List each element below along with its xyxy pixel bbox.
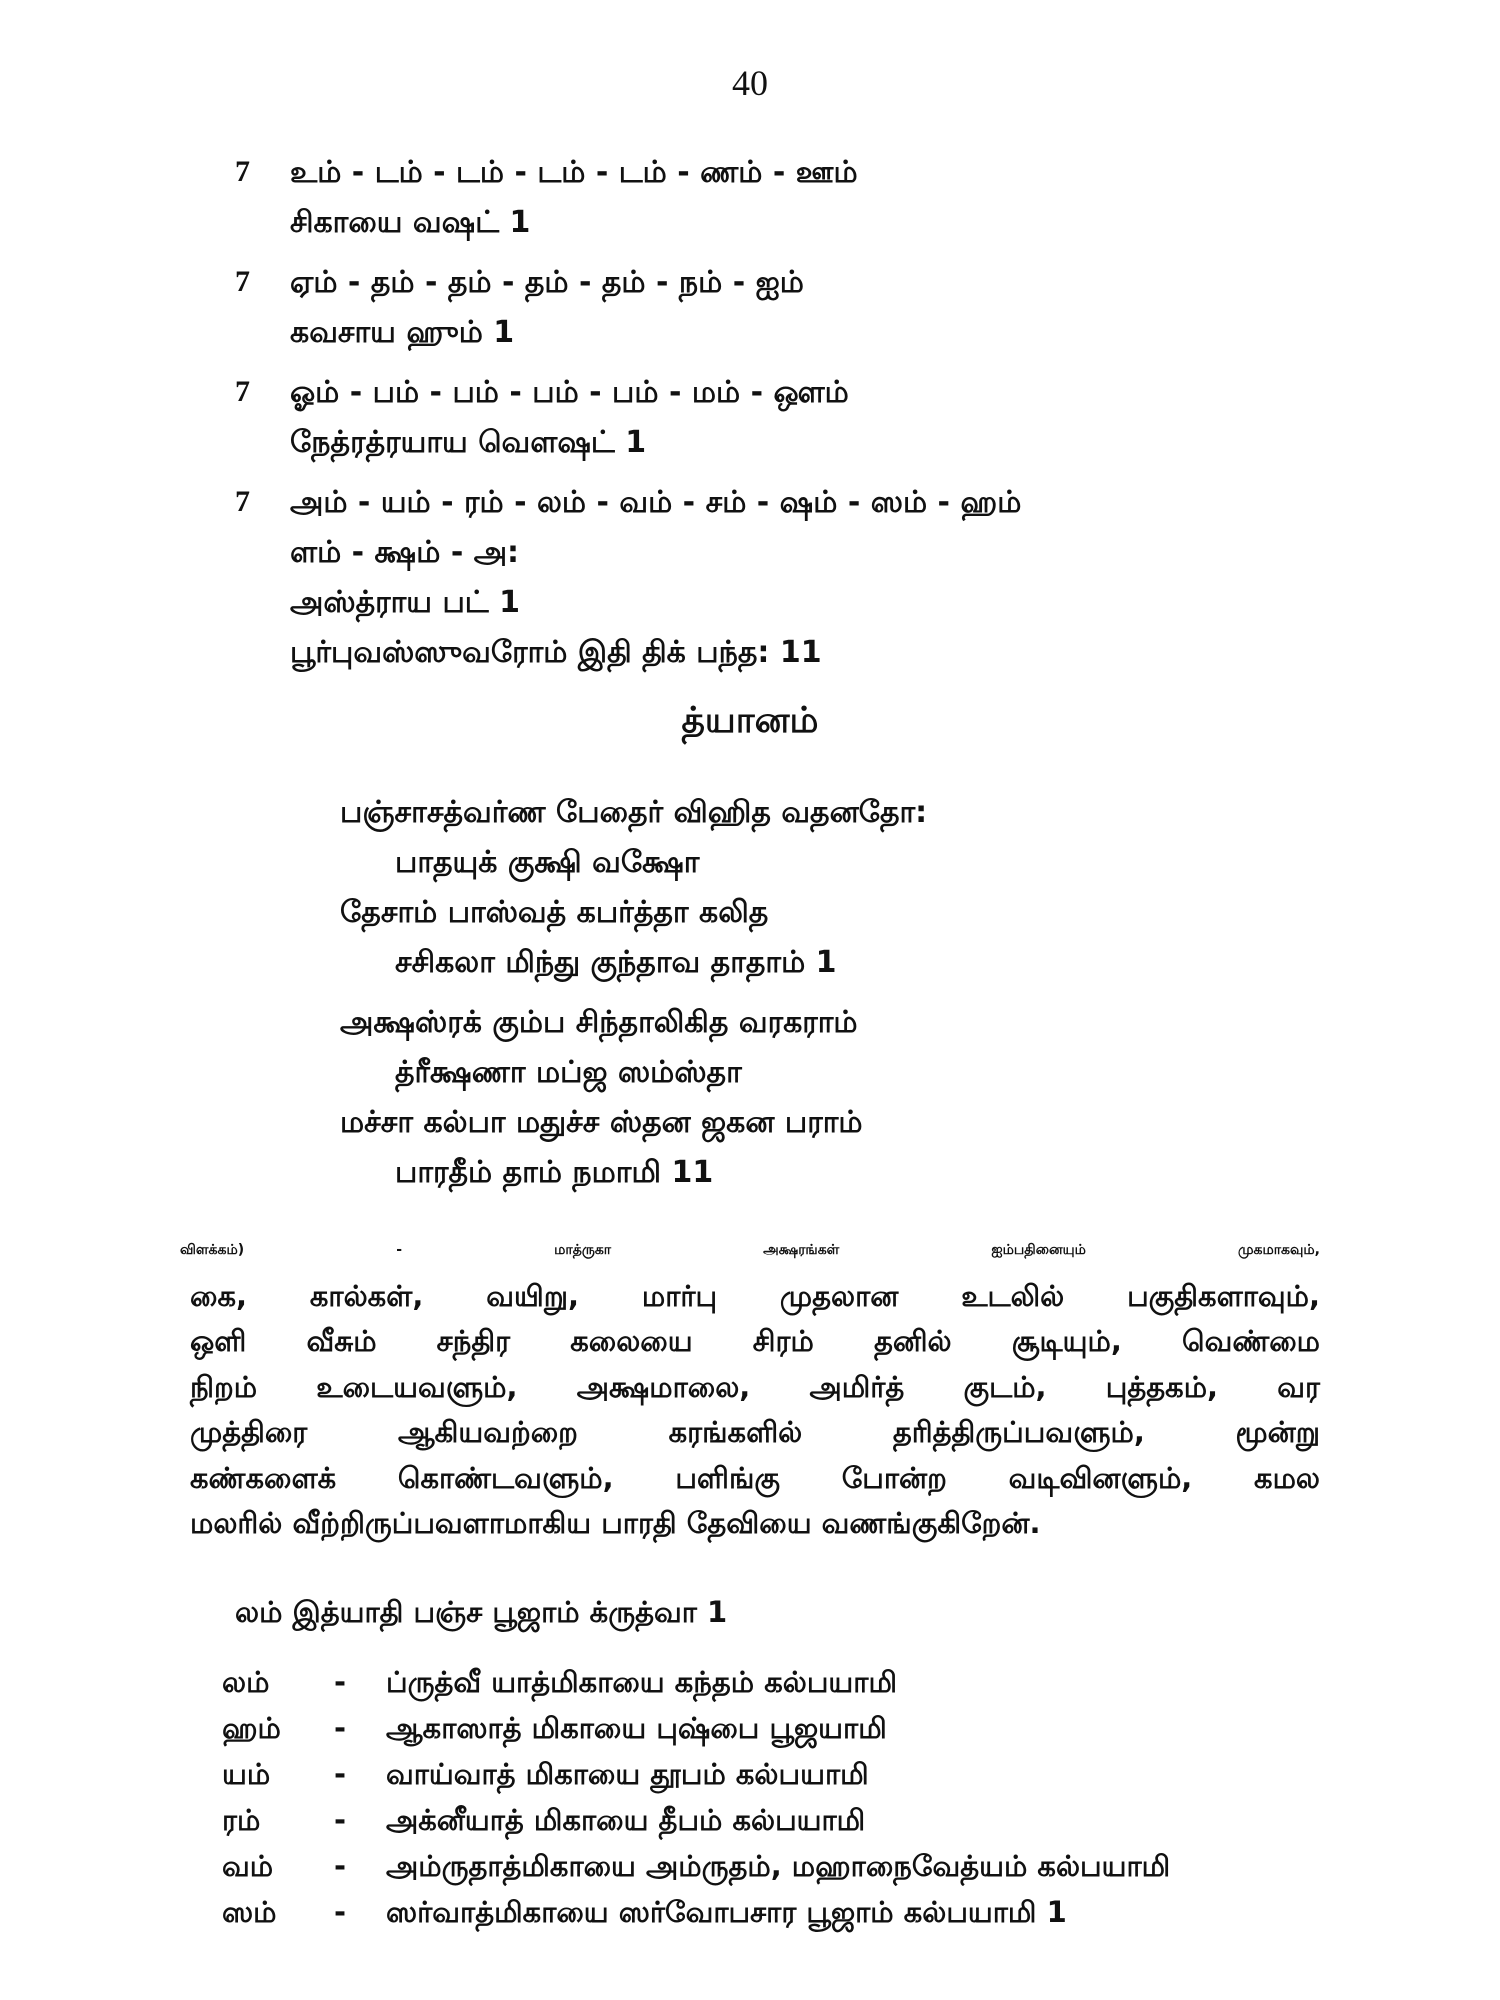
paragraph-line: கை, கால்கள், வயிறு, மார்பு முதலான உடலில் பகுதிகளாவும்,	[190, 1278, 1320, 1313]
paragraph-line: முத்திரை ஆகியவற்றை கரங்களில் தரித்திருப்பவளும், மூன்று	[190, 1415, 1320, 1449]
puja-row	[222, 1757, 869, 1795]
puja-text: வாய்வாத் மிகாயை தூபம் கல்பயாமி	[386, 1757, 869, 1791]
paragraph-line: விளக்கம்) - மாத்ருகா அக்ஷரங்கள் ஐம்பதினையும் முகமாகவும்,	[180, 1242, 1320, 1258]
page-number: 40	[732, 63, 768, 103]
bija: ஹம்	[222, 1711, 281, 1745]
puja-row	[222, 1849, 1170, 1887]
mantra-line: கவசாய ஹும் 1	[290, 315, 515, 350]
line-number: 7	[235, 485, 250, 518]
bija: ரம்	[222, 1803, 261, 1837]
separator: -	[334, 1849, 347, 1883]
puja-text: ஆகாஸாத் மிகாயை புஷ்பை பூஜயாமி	[386, 1711, 887, 1745]
separator: -	[334, 1803, 347, 1837]
mantra-line: ஓம் - பம் - பம் - பம் - பம் - மம் - ஔம்	[290, 375, 849, 410]
separator: -	[334, 1665, 347, 1699]
mantra-line: ளம் - க்ஷம் - அ:	[290, 535, 520, 570]
puja-text: ப்ருத்வீ யாத்மிகாயை கந்தம் கல்பயாமி	[386, 1665, 897, 1699]
paragraph-line: ஒளி வீசும் சந்திர கலையை சிரம் தனில் சூடியும், வெண்மை	[190, 1324, 1320, 1358]
verse-line: பாதயுக் குக்ஷி வக்ஷோ	[395, 845, 700, 880]
separator: -	[334, 1895, 347, 1929]
verse-line: சசிகலா மிந்து குந்தாவ தாதாம் 1	[395, 945, 837, 980]
paragraph-line: கண்களைக் கொண்டவளும், பளிங்கு போன்ற வடிவினளும், கமல	[190, 1460, 1320, 1495]
puja-intro: லம் இத்யாதி பஞ்ச பூஜாம் க்ருத்வா 1	[235, 1595, 728, 1629]
mantra-line: அஸ்த்ராய பட் 1	[290, 585, 520, 620]
verse-line: பஞ்சாசத்வர்ண பேதைர் விஹித வதனதோ:	[340, 795, 928, 830]
puja-row	[222, 1895, 1067, 1933]
mantra-line: சிகாயை வஷட் 1	[290, 205, 531, 240]
mantra-line: உம் - டம் - டம் - டம் - டம் - ணம் - ஊம்	[290, 155, 858, 190]
mantra-line: ஏம் - தம் - தம் - தம் - தம் - நம் - ஐம்	[290, 265, 804, 300]
puja-text: அம்ருதாத்மிகாயை அம்ருதம், மஹாநைவேத்யம் கல்பயாமி	[386, 1849, 1171, 1883]
bija: ஸம்	[222, 1895, 277, 1929]
puja-text: ஸர்வாத்மிகாயை ஸர்வோபசார பூஜாம் கல்பயாமி 1	[386, 1895, 1067, 1929]
bija: லம்	[222, 1665, 270, 1699]
puja-row	[222, 1665, 897, 1703]
verse-line: த்ரீக்ஷணா மப்ஜ ஸம்ஸ்தா	[395, 1055, 742, 1090]
mantra-line: நேத்ரத்ரயாய வௌஷட் 1	[290, 425, 647, 460]
separator: -	[334, 1757, 347, 1791]
mantra-line: பூர்புவஸ்ஸுவரோம் இதி திக் பந்த: 11	[290, 635, 822, 670]
mantra-line: அம் - யம் - ரம் - லம் - வம் - சம் - ஷம் - ஸம் - ஹம்	[290, 485, 1022, 520]
line-number: 7	[235, 265, 250, 298]
line-number: 7	[235, 155, 250, 188]
line-number: 7	[235, 375, 250, 408]
puja-row	[222, 1711, 887, 1749]
verse-line: அக்ஷஸ்ரக் கும்ப சிந்தாலிகித வரகராம்	[340, 1005, 858, 1040]
verse-line: தேசாம் பாஸ்வத் கபர்த்தா கலித	[340, 895, 769, 930]
verse-line: மச்சா கல்பா மதுச்ச ஸ்தன ஜகன பராம்	[340, 1105, 863, 1140]
puja-text: அக்னீயாத் மிகாயை தீபம் கல்பயாமி	[386, 1803, 866, 1837]
bija: யம்	[222, 1757, 271, 1791]
section-heading: த்யானம்	[681, 700, 819, 741]
puja-row	[222, 1803, 865, 1841]
explanation-paragraph	[180, 1228, 1320, 1547]
paragraph-line: நிறம் உடையவளும், அக்ஷமாலை, அமிர்த் குடம், புத்தகம், வர	[190, 1369, 1320, 1404]
bija: வம்	[222, 1849, 274, 1883]
paragraph-line: மலரில் வீற்றிருப்பவளாமாகிய பாரதி தேவியை வணங்குகிறேன்.	[190, 1506, 1041, 1540]
separator: -	[334, 1711, 347, 1745]
verse-line: பாரதீம் தாம் நமாமி 11	[395, 1155, 714, 1190]
